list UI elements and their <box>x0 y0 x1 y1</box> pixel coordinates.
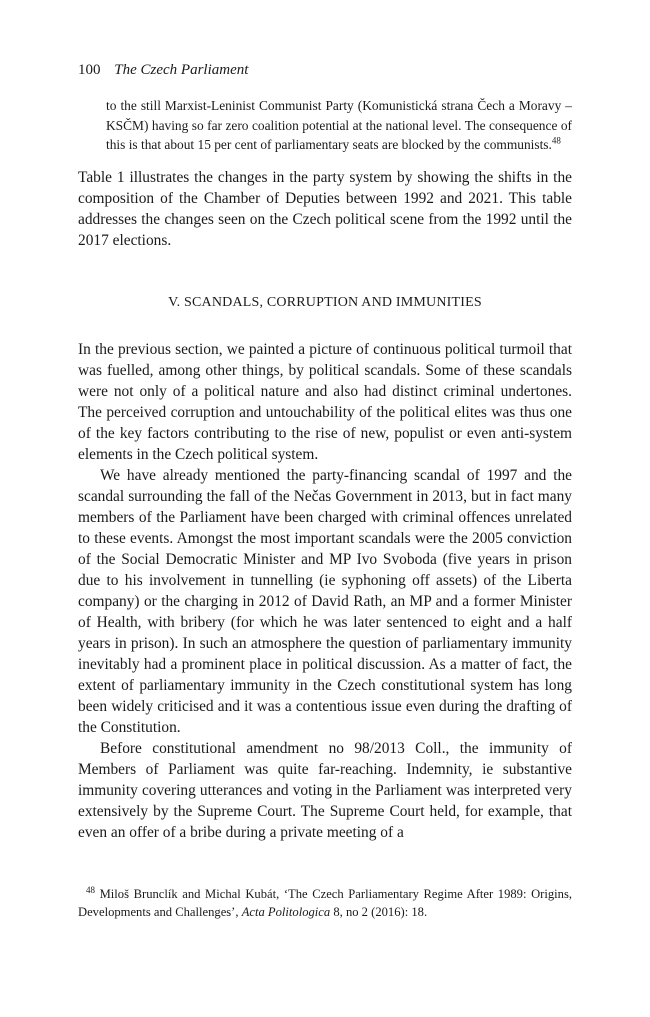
page-body <box>78 60 572 843</box>
footnote-number: 48 <box>86 884 95 895</box>
footnote-text: Miloš Brunclík and Michal Kubát, ‘The Czech Parliamentary Regime After 1989: Origins, Developments and Challenges’, <box>78 887 572 919</box>
block-quote <box>106 96 572 155</box>
footnote-citation-tail: 8, no 2 (2016): 18. <box>333 905 428 919</box>
paragraph-scandals-intro: In the previous section, we painted a picture of continuous political turmoil that was fuelled, among other things, by political scandals. Some of these scandals were not only of a political nature and also had distinct criminal undertones. The perceived corruption and untouchability of the political elites was thus one of the key factors contributing to the rise of new, populist or even anti-system elements in the Czech political system. <box>78 340 572 463</box>
block-quote-text: to the still Marxist-Leninist Communist Party (Komunistická strana Čech a Moravy – KSČM) having so far zero coalition potential at the national level. The consequence of this is that about 15 per cent of parliamentary seats are blocked by the communists. <box>106 98 572 152</box>
page-number: 100 <box>78 62 101 78</box>
section-heading: V. SCANDALS, CORRUPTION AND IMMUNITIES <box>168 294 482 310</box>
footnote <box>78 885 572 921</box>
paragraph-immunity: Before constitutional amendment no 98/2013 Coll., the immunity of Members of Parliament was quite far-reaching. Indemnity, ie substantive immunity covering utterances and voting in the Parliament was interpreted very extensively by the Supreme Court. The Supreme Court held, for example, that even an offer of a bribe during a private meeting of a <box>78 739 572 841</box>
running-title: The Czech Parliament <box>114 62 249 78</box>
footnote-journal: Acta Politologica <box>241 905 331 919</box>
running-head <box>78 60 572 80</box>
paragraph-scandals-examples: We have already mentioned the party-financing scandal of 1997 and the scandal surrounding the fall of the Nečas Government in 2013, but in fact many members of the Parliament have been charged with criminal offences unrelated to these events. Amongst the most important scandals were the 2005 conviction of the Social Democratic Minister and MP Ivo Svoboda (five years in prison due to his involvement in tunnelling (ie syphoning off assets) of the Liberta company) or the charging in 2012 of David Rath, an MP and a former Minister of Health, with bribery (for which he was later sentenced to eight and a half years in prison). In such an atmosphere the question of parliamentary immunity inevitably had a prominent place in political discussion. As a matter of fact, the extent of parliamentary immunity in the Czech constitutional system has long been widely criticised and it was a contentious issue even during the drafting of the Constitution. <box>78 466 572 736</box>
paragraph-table-intro: Table 1 illustrates the changes in the party system by showing the shifts in the composition of the Chamber of Deputies between 1992 and 2021. This table addresses the changes seen on the Czech political scene from the 1992 until the 2017 elections. <box>78 168 572 249</box>
footnote-ref: 48 <box>551 135 561 146</box>
